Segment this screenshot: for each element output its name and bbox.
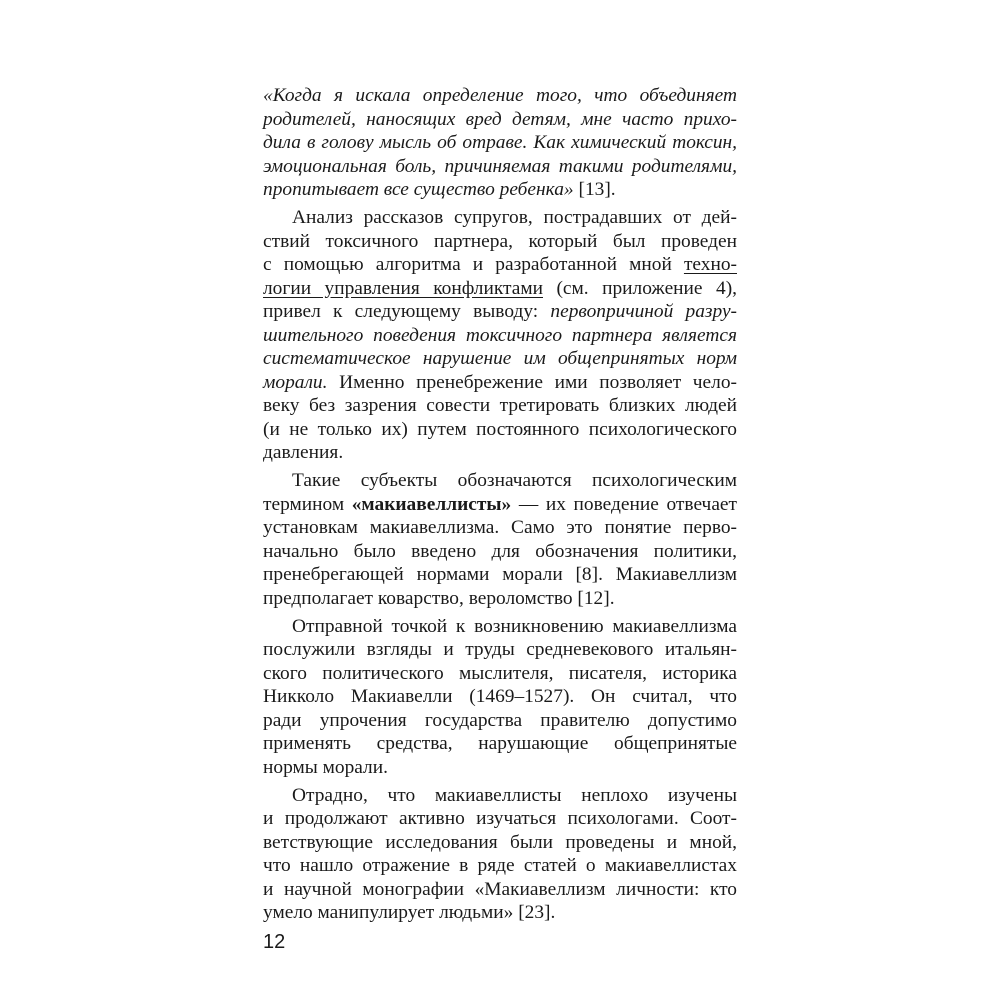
text-run: Именно пренебрежение ими позволяет чело-: [327, 371, 737, 393]
text-line: [263, 685, 737, 709]
text-line: [263, 206, 737, 230]
text-line: [263, 324, 737, 348]
text-line: [263, 300, 737, 324]
paragraph: [263, 206, 737, 465]
text-run: эмоциональная боль, причиняемая такими родителями,: [263, 155, 737, 177]
text-line: [263, 371, 737, 395]
text-run: ского политического мыслителя, писателя, историка: [263, 662, 737, 684]
text-line: [263, 709, 737, 733]
text-line: [263, 516, 737, 540]
text-run: предполагает коварство, вероломство [12].: [263, 587, 615, 609]
text-line: [263, 131, 737, 155]
text-run: привел к следующему выводу:: [263, 301, 551, 323]
text-line: [263, 784, 737, 808]
text-line: [263, 347, 737, 371]
text-run: нормы морали.: [263, 756, 388, 778]
text-line: [263, 878, 737, 902]
text-run: Анализ рассказов супругов, пострадавших от дей-: [292, 207, 737, 229]
text-line: [263, 854, 737, 878]
text-run: и научной монографии «Макиавеллизм личности: кто: [263, 878, 737, 900]
text-run: (и не только их) путем постоянного психологического: [263, 418, 737, 440]
text-run: ради упрочения государства правителю допустимо: [263, 709, 737, 731]
text-line: [263, 493, 737, 517]
text-run: логии управления конфликтами: [263, 277, 543, 299]
text-line: [263, 277, 737, 301]
text-run: пропитывает все существо ребенка»: [263, 179, 574, 200]
text-line: [263, 901, 737, 925]
text-run: веку без зазрения совести третировать близких людей: [263, 395, 737, 417]
text-run: Отрадно, что макиавеллисты неплохо изучены: [292, 784, 737, 806]
text-run: послужили взгляды и труды средневекового итальян-: [263, 639, 737, 661]
text-line: [263, 394, 737, 418]
page-number: 12: [263, 931, 286, 953]
text-run: «макиавеллисты»: [351, 493, 512, 515]
page-body: [263, 84, 737, 925]
text-run: с помощью алгоритма и разработанной мной: [263, 254, 684, 276]
paragraph: [263, 784, 737, 925]
text-run: давления.: [263, 442, 344, 464]
text-run: ствий токсичного партнера, который был проведен: [263, 230, 737, 252]
text-run: что нашло отражение в ряде статей о макиавеллистах: [263, 855, 737, 877]
text-line: [263, 441, 737, 465]
text-run: Такие субъекты обозначаются психологическим: [292, 470, 737, 492]
text-line: [263, 84, 737, 108]
text-line: [263, 563, 737, 587]
text-line: [263, 831, 737, 855]
paragraph: [263, 615, 737, 780]
text-run: первопричиной разру-: [550, 301, 738, 323]
text-line: [263, 230, 737, 254]
text-line: [263, 253, 737, 277]
text-run: и продолжают активно изучаться психологами. Соот-: [263, 808, 737, 830]
text-run: начально было введено для обозначения политики,: [263, 540, 737, 562]
text-line: [263, 638, 737, 662]
text-line: [263, 108, 737, 132]
text-line: [263, 756, 737, 780]
text-line: [263, 662, 737, 686]
text-run: «Когда я искала определение того, что объединяет: [263, 85, 737, 106]
text-run: — их поведение отвечает: [511, 493, 738, 515]
text-line: [263, 615, 737, 639]
text-run: установкам макиавеллизма. Само это понятие перво-: [263, 517, 737, 539]
text-run: дила в голову мысль об отраве. Как химический токсин,: [263, 132, 737, 153]
text-run: [13].: [573, 179, 616, 200]
text-line: [263, 418, 737, 442]
text-run: Отправной точкой к возникновению макиавеллизма: [292, 615, 737, 637]
paragraph: [263, 84, 737, 202]
paragraph: [263, 469, 737, 610]
text-line: [263, 732, 737, 756]
text-line: [263, 540, 737, 564]
text-run: шительного поведения токсичного партнера является: [263, 324, 737, 346]
text-run: (см. приложение 4),: [543, 277, 737, 299]
text-run: Никколо Макиавелли (1469–1527). Он считал, что: [263, 686, 737, 708]
text-run: термином: [263, 493, 352, 515]
text-line: [263, 807, 737, 831]
text-run: умело манипулирует людьми» [23].: [263, 902, 556, 924]
text-run: систематическое нарушение им общепринятых норм: [263, 348, 737, 370]
text-line: [263, 469, 737, 493]
text-run: пренебрегающей нормами морали [8]. Макиавеллизм: [263, 564, 737, 586]
text-run: техно-: [683, 254, 737, 276]
text-run: морали.: [263, 371, 328, 393]
text-line: [263, 155, 737, 179]
text-run: родителей, наносящих вред детям, мне часто прихо-: [263, 108, 737, 130]
text-run: ветствующие исследования были проведены и мной,: [263, 831, 737, 853]
text-line: [263, 587, 737, 611]
text-run: применять средства, нарушающие общепринятые: [263, 733, 737, 755]
text-line: [263, 178, 737, 202]
